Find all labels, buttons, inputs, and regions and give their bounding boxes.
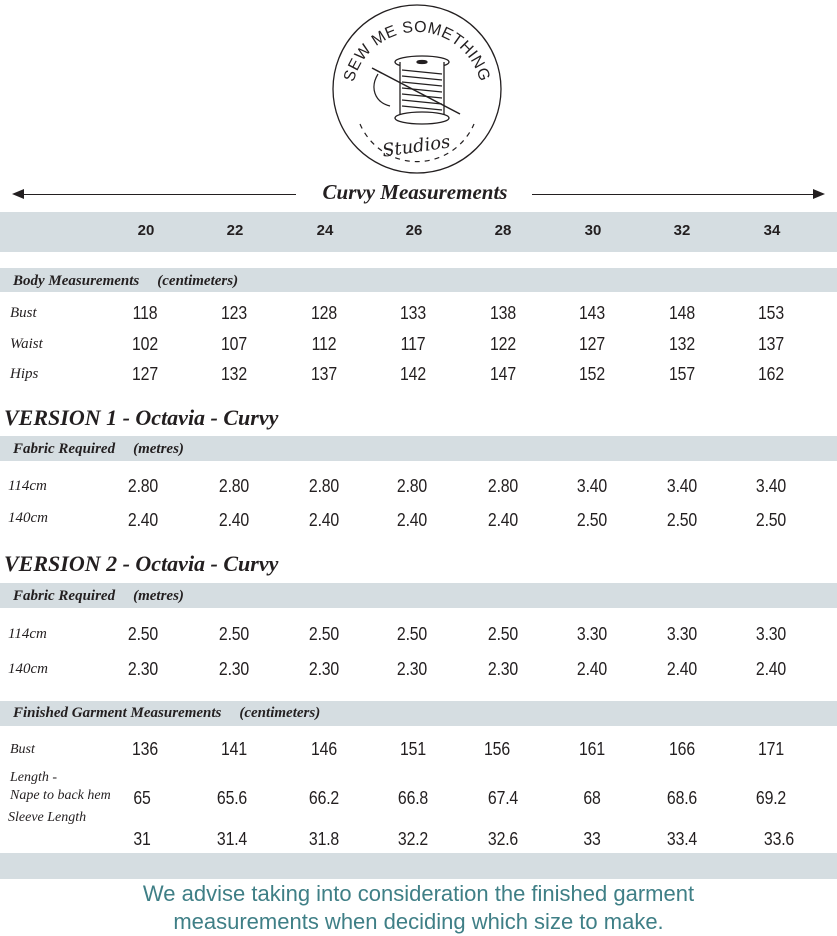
size-header: 28 — [494, 222, 512, 239]
row-label-140cm: 140cm — [8, 661, 48, 677]
table-cell: 2.40 — [487, 510, 519, 530]
table-cell: 2.30 — [308, 659, 340, 679]
table-cell: 141 — [221, 739, 247, 759]
table-cell: 3.40 — [666, 476, 698, 496]
size-header: 32 — [673, 222, 691, 239]
size-header: 30 — [584, 222, 602, 239]
row-label-length: Length - — [10, 770, 58, 785]
table-cell: 2.50 — [218, 624, 250, 644]
table-cell: 2.80 — [396, 476, 428, 496]
table-cell: 2.50 — [755, 510, 787, 530]
body-measurements-label: Body Measurements (centimeters) — [13, 273, 239, 289]
table-cell: 136 — [132, 739, 158, 759]
advice-note-line1: We advise taking into consideration the finished garment — [142, 881, 695, 906]
table-cell: 2.80 — [308, 476, 340, 496]
table-cell: 31.8 — [308, 829, 340, 849]
table-cell: 2.50 — [666, 510, 698, 530]
table-cell: 138 — [490, 303, 516, 323]
table-cell: 32.6 — [487, 829, 519, 849]
table-cell: 127 — [132, 364, 158, 384]
table-cell: 152 — [579, 364, 605, 384]
table-cell: 146 — [311, 739, 337, 759]
table-cell: 2.40 — [396, 510, 428, 530]
table-cell: 3.30 — [755, 624, 787, 644]
advice-note-line2: measurements when deciding which size to make. — [173, 909, 664, 934]
table-cell: 127 — [579, 334, 605, 354]
logo-arc-text: SEW ME SOMETHING — [341, 18, 493, 84]
version1-fabric-label: Fabric Required (metres) — [13, 441, 184, 457]
table-cell: 112 — [311, 334, 337, 354]
table-cell: 102 — [132, 334, 158, 354]
table-cell: 2.50 — [308, 624, 340, 644]
table-cell: 68.6 — [666, 788, 698, 808]
table-cell: 122 — [490, 334, 516, 354]
table-cell: 142 — [400, 364, 426, 384]
table-cell: 162 — [758, 364, 784, 384]
table-cell: 3.30 — [666, 624, 698, 644]
right-rule — [532, 194, 817, 195]
table-cell: 2.30 — [218, 659, 250, 679]
table-cell: 151 — [400, 739, 426, 759]
size-header: 26 — [405, 222, 423, 239]
table-cell: 153 — [758, 303, 784, 323]
table-cell: 31 — [133, 829, 151, 849]
table-cell: 137 — [758, 334, 784, 354]
table-cell: 67.4 — [487, 788, 519, 808]
row-label-140cm: 140cm — [8, 510, 48, 526]
table-cell: 156 — [484, 739, 510, 759]
row-label-114cm: 114cm — [8, 626, 47, 642]
table-cell: 132 — [221, 364, 247, 384]
table-cell: 132 — [669, 334, 695, 354]
table-cell: 2.80 — [218, 476, 250, 496]
table-cell: 65.6 — [216, 788, 248, 808]
row-label-hips: Hips — [10, 366, 39, 382]
table-cell: 32.2 — [397, 829, 429, 849]
table-cell: 2.50 — [487, 624, 519, 644]
table-cell: 2.40 — [127, 510, 159, 530]
table-cell: 2.30 — [127, 659, 159, 679]
table-cell: 2.40 — [666, 659, 698, 679]
row-label-114cm: 114cm — [8, 478, 47, 494]
table-cell: 147 — [490, 364, 516, 384]
advice-note — [0, 880, 837, 936]
table-cell: 2.50 — [127, 624, 159, 644]
table-cell: 68 — [583, 788, 601, 808]
row-label-nape-to-back-hem: Nape to back hem — [10, 788, 111, 803]
table-cell: 2.50 — [396, 624, 428, 644]
table-cell: 137 — [311, 364, 337, 384]
version2-title: VERSION 2 - Octavia - Curvy — [4, 551, 279, 576]
table-cell: 3.40 — [576, 476, 608, 496]
table-cell: 2.50 — [576, 510, 608, 530]
table-cell: 33.4 — [666, 829, 698, 849]
table-cell: 2.30 — [487, 659, 519, 679]
table-cell: 2.80 — [487, 476, 519, 496]
table-cell: 166 — [669, 739, 695, 759]
size-header: 20 — [137, 222, 155, 239]
table-cell: 3.30 — [576, 624, 608, 644]
table-cell: 118 — [132, 303, 158, 323]
logo-studios-text: Studios — [380, 131, 452, 162]
page-title: Curvy Measurements — [322, 180, 508, 204]
table-cell: 3.40 — [755, 476, 787, 496]
table-cell: 117 — [400, 334, 426, 354]
table-cell: 2.30 — [396, 659, 428, 679]
right-arrow-icon — [813, 189, 825, 199]
version1-title: VERSION 1 - Octavia - Curvy — [4, 405, 279, 430]
sew-me-something-logo — [330, 2, 504, 176]
table-cell: 2.40 — [218, 510, 250, 530]
left-rule — [18, 194, 296, 195]
size-header: 34 — [763, 222, 781, 239]
table-cell: 171 — [758, 739, 784, 759]
table-cell: 66.8 — [397, 788, 429, 808]
table-cell: 69.2 — [755, 788, 787, 808]
row-label-sleeve-length: Sleeve Length — [8, 810, 87, 825]
table-cell: 107 — [221, 334, 247, 354]
row-label-waist: Waist — [10, 336, 43, 352]
table-cell: 148 — [669, 303, 695, 323]
table-cell: 161 — [579, 739, 605, 759]
table-cell: 2.40 — [308, 510, 340, 530]
row-label-bust: Bust — [10, 305, 37, 321]
table-cell: 2.40 — [576, 659, 608, 679]
table-cell: 33.6 — [763, 829, 795, 849]
table-cell: 157 — [669, 364, 695, 384]
table-cell: 143 — [579, 303, 605, 323]
size-header: 22 — [226, 222, 244, 239]
table-cell: 66.2 — [308, 788, 340, 808]
table-cell: 2.40 — [755, 659, 787, 679]
finished-garment-label: Finished Garment Measurements (centimeters) — [13, 705, 321, 721]
table-cell: 65 — [133, 788, 151, 808]
version2-fabric-label: Fabric Required (metres) — [13, 588, 184, 604]
size-header: 24 — [316, 222, 334, 239]
thread-spool-icon — [395, 56, 449, 124]
table-cell: 123 — [221, 303, 247, 323]
footer-band — [0, 853, 837, 879]
table-cell: 133 — [400, 303, 426, 323]
table-cell: 128 — [311, 303, 337, 323]
row-label-bust: Bust — [10, 742, 35, 757]
table-cell: 33 — [583, 829, 601, 849]
table-cell: 2.80 — [127, 476, 159, 496]
table-cell: 31.4 — [216, 829, 248, 849]
